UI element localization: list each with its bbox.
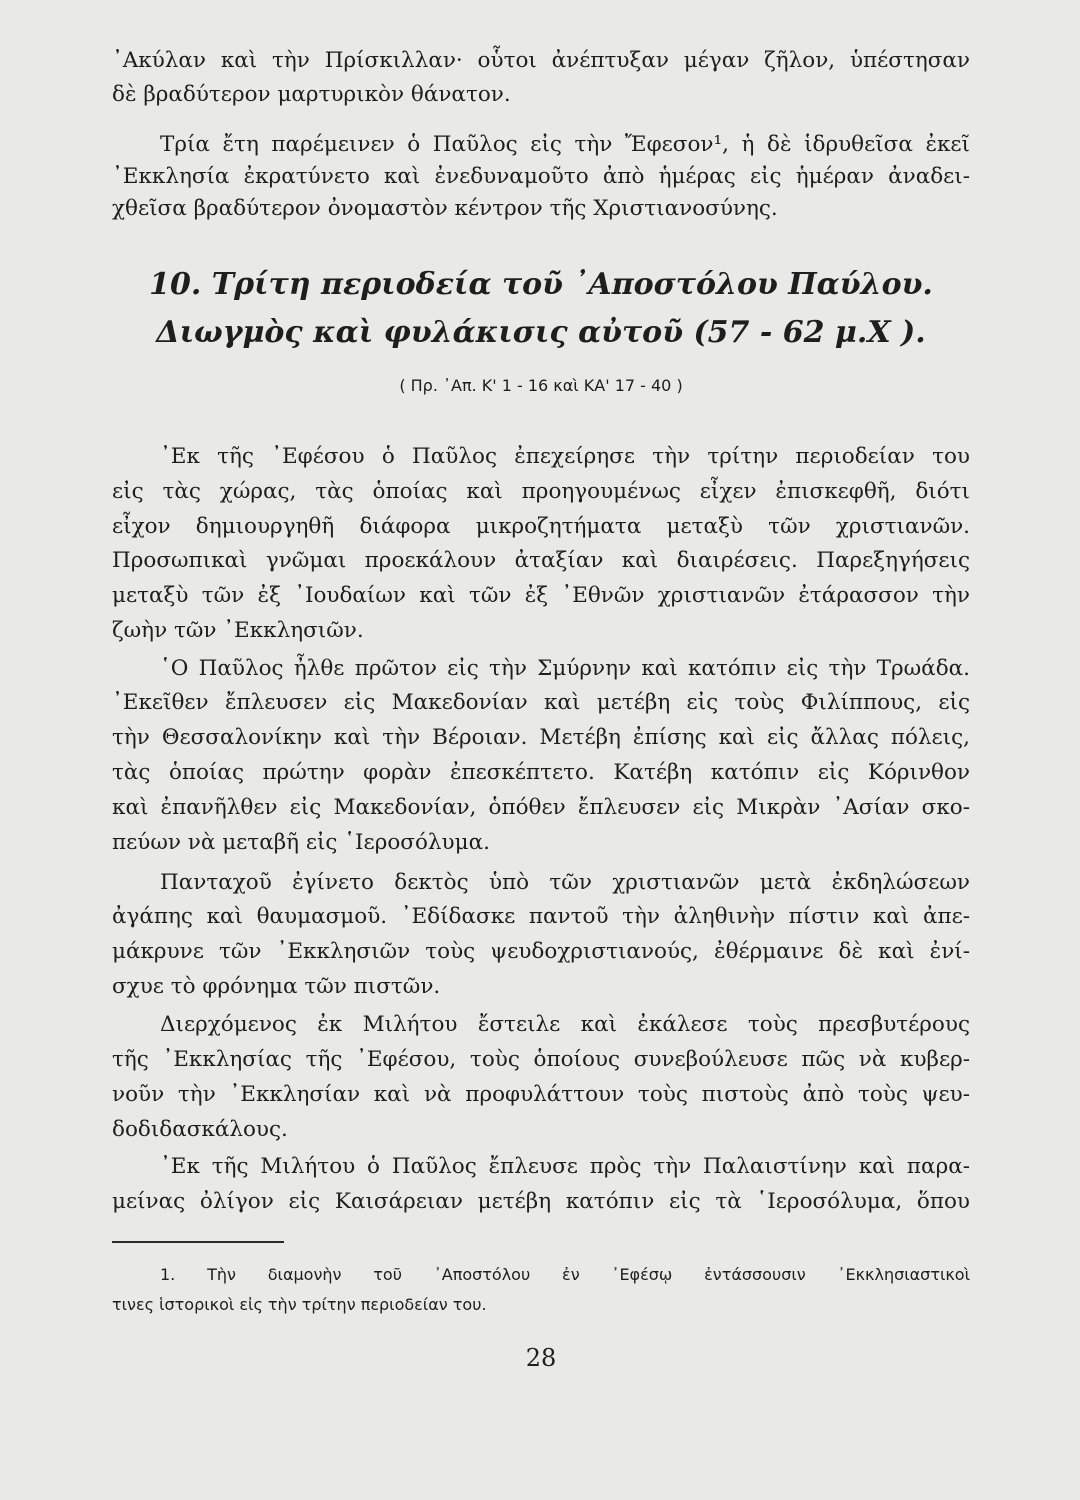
section-title: 10. Τρίτη περιοδεία τοῦ ᾿Αποστόλου Παύλου.: [149, 267, 933, 302]
body-line: εἰς τὰς χώρας, τὰς ὁποίας καὶ προηγουμένως εἶχεν ἐπισκεφθῆ, διότι: [112, 479, 970, 504]
intro-line: ᾿Ακύλαν καὶ τὴν Πρίσκιλλαν· οὗτοι ἀνέπτυξαν μέγαν ζῆλον, ὑπέστησαν: [112, 48, 970, 73]
intro-line: Τρία ἔτη παρέμεινεν ὁ Παῦλος εἰς τὴν Ἔφεσον¹, ἡ δὲ ἱδρυθεῖσα ἐκεῖ: [160, 132, 970, 157]
body-line: πεύων νὰ μεταβῆ εἰς ῾Ιεροσόλυμα.: [112, 830, 490, 855]
body-line: μάκρυνε τῶν ᾿Εκκλησιῶν τοὺς ψευδοχριστιανούς, ἐθέρμαινε δὲ καὶ ἐνί-: [112, 939, 970, 964]
body-line: ᾿Εκ τῆς Μιλήτου ὁ Παῦλος ἔπλευσε πρὸς τὴν Παλαιστίνην καὶ παρα-: [160, 1154, 970, 1179]
section-subtitle: Διωγμὸς καὶ φυλάκισις αὐτοῦ (57 - 62 μ.Χ ).: [156, 315, 926, 350]
page-number: 28: [525, 1344, 557, 1372]
body-line: ζωὴν τῶν ᾿Εκκλησιῶν.: [112, 618, 364, 643]
body-line: δοδιδασκάλους.: [112, 1117, 288, 1142]
body-line: ᾿Εκεῖθεν ἔπλευσεν εἰς Μακεδονίαν καὶ μετέβη εἰς τοὺς Φιλίππους, εἰς: [112, 690, 970, 715]
body-line: ἀγάπης καὶ θαυμασμοῦ. ᾿Εδίδασκε παντοῦ τὴν ἀληθινὴν πίστιν καὶ ἀπε-: [112, 904, 970, 929]
body-line: Προσωπικαὶ γνῶμαι προεκάλουν ἀταξίαν καὶ διαιρέσεις. Παρεξηγήσεις: [112, 548, 970, 573]
scripture-reference: ( Πρ. ᾿Απ. Κ' 1 - 16 καὶ ΚΑ' 17 - 40 ): [399, 376, 683, 395]
body-line: Διερχόμενος ἐκ Μιλήτου ἔστειλε καὶ ἐκάλεσε τοὺς πρεσβυτέρους: [160, 1012, 970, 1037]
body-line: τὴν Θεσσαλονίκην καὶ τὴν Βέροιαν. Μετέβη ἐπίσης καὶ εἰς ἄλλας πόλεις,: [112, 725, 970, 750]
intro-line: δὲ βραδύτερον μαρτυρικὸν θάνατον.: [112, 82, 511, 107]
intro-line: ᾿Εκκλησία ἐκρατύνετο καὶ ἐνεδυναμοῦτο ἀπὸ ἡμέρας εἰς ἡμέραν ἀναδει-: [112, 164, 970, 189]
body-line: τὰς ὁποίας πρώτην φορὰν ἐπεσκέπτετο. Κατέβη κατόπιν εἰς Κόρινθον: [112, 760, 970, 785]
intro-line: χθεῖσα βραδύτερον ὀνομαστὸν κέντρον τῆς Χριστιανοσύνης.: [112, 196, 778, 221]
footnote-line: 1. Τὴν διαμονὴν τοῦ ᾿Αποστόλου ἐν ᾿Εφέσῳ ἐντάσσουσιν ᾿Εκκλησιαστικοὶ: [160, 1265, 970, 1284]
body-line: τῆς ᾿Εκκλησίας τῆς ᾿Εφέσου, τοὺς ὁποίους συνεβούλευσε πῶς νὰ κυβερ-: [112, 1047, 970, 1072]
footnote-line: τινες ἱστορικοὶ εἰς τὴν τρίτην περιοδείαν του.: [112, 1295, 487, 1314]
body-line: ᾿Εκ τῆς ᾿Εφέσου ὁ Παῦλος ἐπεχείρησε τὴν τρίτην περιοδείαν του: [160, 444, 970, 469]
body-line: σχυε τὸ φρόνημα τῶν πιστῶν.: [112, 974, 441, 999]
body-line: μεταξὺ τῶν ἐξ ᾿Ιουδαίων καὶ τῶν ἐξ ᾿Εθνῶν χριστιανῶν ἐτάρασσον τὴν: [112, 583, 970, 608]
body-line: ῾Ο Παῦλος ἦλθε πρῶτον εἰς τὴν Σμύρνην καὶ κατόπιν εἰς τὴν Τρωάδα.: [160, 656, 970, 681]
body-line: νοῦν τὴν ᾿Εκκλησίαν καὶ νὰ προφυλάττουν τοὺς πιστοὺς ἀπὸ τοὺς ψευ-: [112, 1082, 970, 1107]
footnote-rule: [112, 1241, 284, 1243]
body-line: μείνας ὀλίγον εἰς Καισάρειαν μετέβη κατόπιν εἰς τὰ ῾Ιεροσόλυμα, ὅπου: [112, 1189, 970, 1214]
body-line: Πανταχοῦ ἐγίνετο δεκτὸς ὑπὸ τῶν χριστιανῶν μετὰ ἐκδηλώσεων: [160, 870, 970, 895]
body-line: καὶ ἐπανῆλθεν εἰς Μακεδονίαν, ὁπόθεν ἔπλευσεν εἰς Μικρὰν ᾿Ασίαν σκο-: [112, 795, 970, 820]
body-line: εἶχον δημιουργηθῆ διάφορα μικροζητήματα μεταξὺ τῶν χριστιανῶν.: [112, 514, 970, 539]
